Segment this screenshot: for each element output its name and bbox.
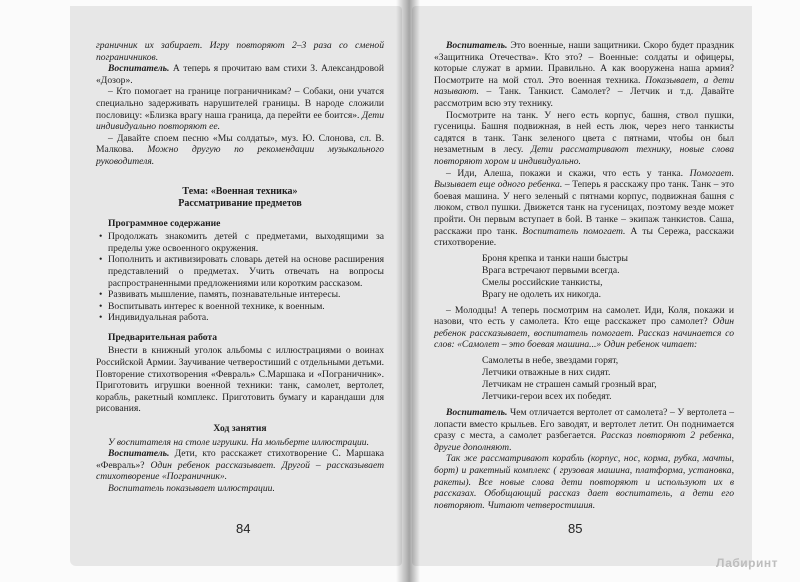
right-page-text <box>434 40 734 511</box>
prep-heading: Предварительная работа <box>108 331 218 343</box>
poem-line: Врагу не одолеть их никогда. <box>482 288 602 300</box>
paragraph: – Давайте споем песню «Мы солдаты», муз. Ю. Слонова, сл. В. Малкова. Можно другую по рекомендации музыкального руководителя. <box>96 132 384 167</box>
list-item: • Индивидуальная работа. <box>96 312 384 324</box>
list-item: • Развивать мышление, память, познавательные интересы. <box>96 289 384 301</box>
paragraph: Воспитатель. А теперь я прочитаю вам стихи З. Александровой «Дозор». <box>96 63 384 86</box>
list-item: • Пополнить и активизировать словарь детей на основе расширения представлений о предметах. Учить отвечать на вопросы распространенными предложениями или коротким рассказом. <box>96 254 384 289</box>
paragraph: граничник их забирает. Игру повторяют 2–3 раза со сменой пограничников. <box>96 40 384 63</box>
poem <box>482 253 734 301</box>
right-page <box>412 6 752 566</box>
list-item: • Продолжать знакомить детей с предметами, выходящими за пределы уже освоенного окружения. <box>96 231 384 254</box>
list-item: • Воспитывать интерес к военной технике, к военным. <box>96 301 384 313</box>
book-gutter-shadow <box>396 0 420 582</box>
program-heading: Программное содержание <box>108 217 221 229</box>
paragraph: Так же рассматривают корабль (корпус, нос, корма, рубка, мачты, борт) и ракетный комплекс ( грузовая машина, платформа, установка, ракеты). Все новые слова дети повторяют и используют их в рассказах. Обобщающий рассказ дает воспитатель, а дети его повторяют. Читают четверостишия. <box>434 453 734 511</box>
page-number: 85 <box>568 521 583 536</box>
poem <box>482 355 734 403</box>
poem-line: Летчики-герои всех их победят. <box>482 391 612 403</box>
watermark-logo: Лабиринт <box>715 556 778 570</box>
paragraph: Воспитатель. Это военные, наши защитники. Скоро будет праздник «Защитника Отечества». Кто это? – Военные: солдаты и офицеры, которые служат в армии. Правильно. А как вооружена наша армия? Посмотрите на мой стол. Это военная техника. Показывает, а дети называют. – Танк. Танкист. Самолет? – Летчик и т.д. Давайте рассмотрим всю эту технику. <box>434 40 734 109</box>
topic-title: Тема: «Военная техника» Рассматривание предметов <box>178 185 302 209</box>
poem-line: Летчики отважные в них сидят. <box>482 367 611 379</box>
poem-line: Самолеты в небе, звездами горят, <box>482 355 619 367</box>
paragraph: Посмотрите на танк. У него есть корпус, башня, ствол пушки, гусеницы. Башня подвижная, в ней есть люк, через него танкисты садятся в танк. Танк зеленого цвета с пятнами, чтобы он был незаметным в лесу. Дети рассматривают технику, новые слова повторяют хором и индивидуально. <box>434 109 734 167</box>
left-page-text <box>96 40 384 495</box>
poem-line: Броня крепка и танки наши быстры <box>482 252 628 264</box>
paragraph: Внести в книжный уголок альбомы с иллюстрациями о воинах Российской Армии. Заучивание четверостиший с отдельными детьми. Повторение стихотворения «Февраль» С.Маршака и «Пограничник». Приготовить игрушки военной техники: танк, самолет, вертолет, корабль, ракетный комплекс. Приготовить бумагу и карандаши для рисования. <box>96 345 384 415</box>
paragraph: – Иди, Алеша, покажи и скажи, что есть у танка. Помогает. Вызывает еще одного ребенка. – Теперь я расскажу про танк. Танк – это боевая машина. У него зеленый с пятнами корпус, подвижная башня с люком, ствол пушки. Движется танк на гусеницах, поэтому везде может пройти. Он первым вступает в бой. В танке – экипаж танкистов. Саша, расскажи про танк. Воспитатель помогает. А ты Сережа, расскажи стихотворение. <box>434 167 734 249</box>
left-page <box>70 6 402 566</box>
paragraph: Воспитатель. Чем отличается вертолет от самолета? – У вертолета – лопасти вместо крыльев. Его заводят, и вертолет летит. Он поднимается сразу с места, а самолет разбегается. Рассказ повторяют 2 ребенка, другие дополняют. <box>434 407 735 453</box>
page-number: 84 <box>236 521 251 536</box>
paragraph: – Кто помогает на границе пограничникам? – Собаки, они учатся специально задерживать нарушителей границы. В народе сложили пословицу: «Близка врагу наша граница, да перейти ее боится». Дети индивидуально повторяют ее. <box>96 86 384 133</box>
poem-line: Врага встречают первыми всегда. <box>482 264 620 276</box>
lesson-heading: Ход занятия <box>213 423 267 435</box>
paragraph: Воспитатель показывает иллюстрации. <box>108 483 275 494</box>
paragraph: – Молодцы! А теперь посмотрим на самолет. Иди, Коля, покажи и назови, что есть у самолета. Кто еще расскажет про самолет? Один ребенок рассказывает, воспитатель помогает. Рассказ начинается со слов: «Самолет – это боевая машина...» Один ребенок читает: <box>434 304 734 351</box>
paragraph: Воспитатель. Дети, кто расскажет стихотворение С. Маршака «Февраль»? Один ребенок рассказывает. Другой – рассказывает стихотворение «Пограничник». <box>96 448 385 483</box>
poem-line: Летчикам не страшен самый грозный враг, <box>482 379 657 391</box>
program-list <box>96 231 384 324</box>
paragraph: У воспитателя на столе игрушки. На мольберте иллюстрации. <box>108 436 370 448</box>
poem-line: Смелы российские танкисты, <box>482 276 603 288</box>
